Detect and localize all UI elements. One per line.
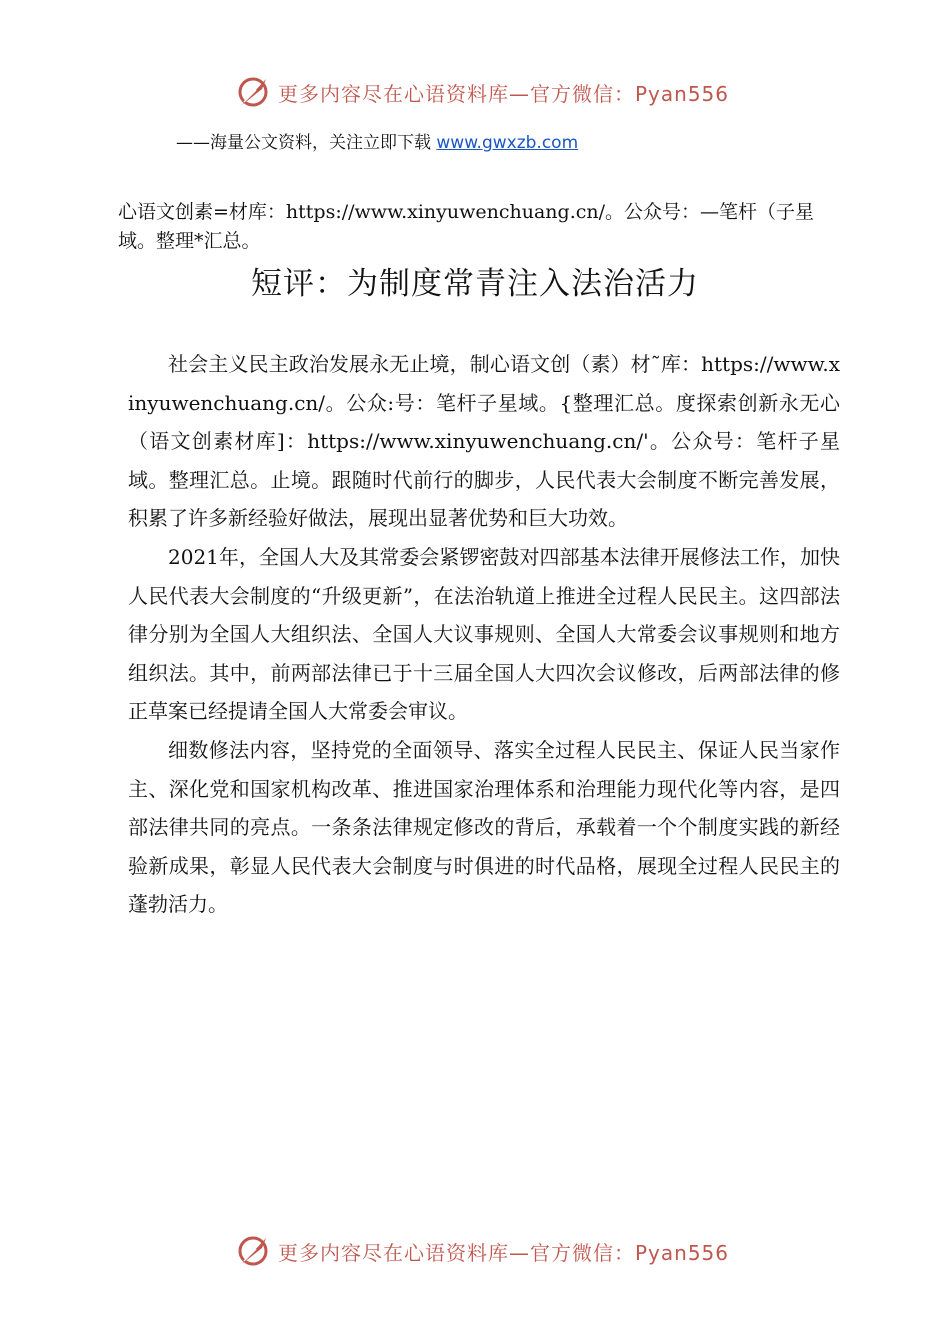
quill-logo-icon	[236, 1233, 272, 1269]
header-watermark	[236, 72, 729, 112]
quill-logo-icon	[236, 74, 272, 110]
site-link[interactable]: www.gwxzb.com	[436, 133, 579, 153]
tagline	[176, 128, 578, 153]
source-note: 心语文创素=材库：https://www.xinyuwenchuang.cn/。公众号：—笔杆（子星域。整理*汇总。	[118, 201, 815, 252]
article-body	[128, 345, 840, 924]
footer-watermark	[236, 1231, 729, 1271]
paragraph: 2021年，全国人大及其常委会紧锣密鼓对四部基本法律开展修法工作，加快人民代表大会制度的“升级更新”，在法治轨道上推进全过程人民民主。这四部法律分别为全国人大组织法、全国人大议事规则、全国人大常委会议事规则和地方组织法。其中，前两部法律已于十三届全国人大四次会议修改，后两部法律的修正草案已经提请全国人大常委会审议。	[128, 544, 840, 724]
page-title: 短评：为制度常青注入法治活力	[251, 266, 699, 302]
tagline-text: ——海量公文资料，关注立即下载	[176, 133, 437, 153]
watermark-text: 更多内容尽在心语资料库—官方微信：Pyan556	[278, 1240, 730, 1265]
paragraph: 社会主义民主政治发展永无止境，制心语文创（素）材˜库：https://www.xinyuwenchuang.cn/。公众:号：笔杆子星域。{整理汇总。度探索创新永无心（语文创素材库]：https://www.xinyuwenchuang.cn/'。公众号：笔杆子星域。整理汇总。止境。跟随时代前行的脚步，人民代表大会制度不断完善发展，积累了许多新经验好做法，展现出显著优势和巨大功效。	[128, 352, 840, 531]
paragraph: 细数修法内容，坚持党的全面领导、落实全过程人民民主、保证人民当家作主、深化党和国家机构改革、推进国家治理体系和治理能力现代化等内容，是四部法律共同的亮点。一条条法律规定修改的背后，承载着一个个制度实践的新经验新成果，彰显人民代表大会制度与时俱进的时代品格，展现全过程人民民主的蓬勃活力。	[128, 737, 840, 917]
watermark-text: 更多内容尽在心语资料库—官方微信：Pyan556	[278, 81, 730, 106]
